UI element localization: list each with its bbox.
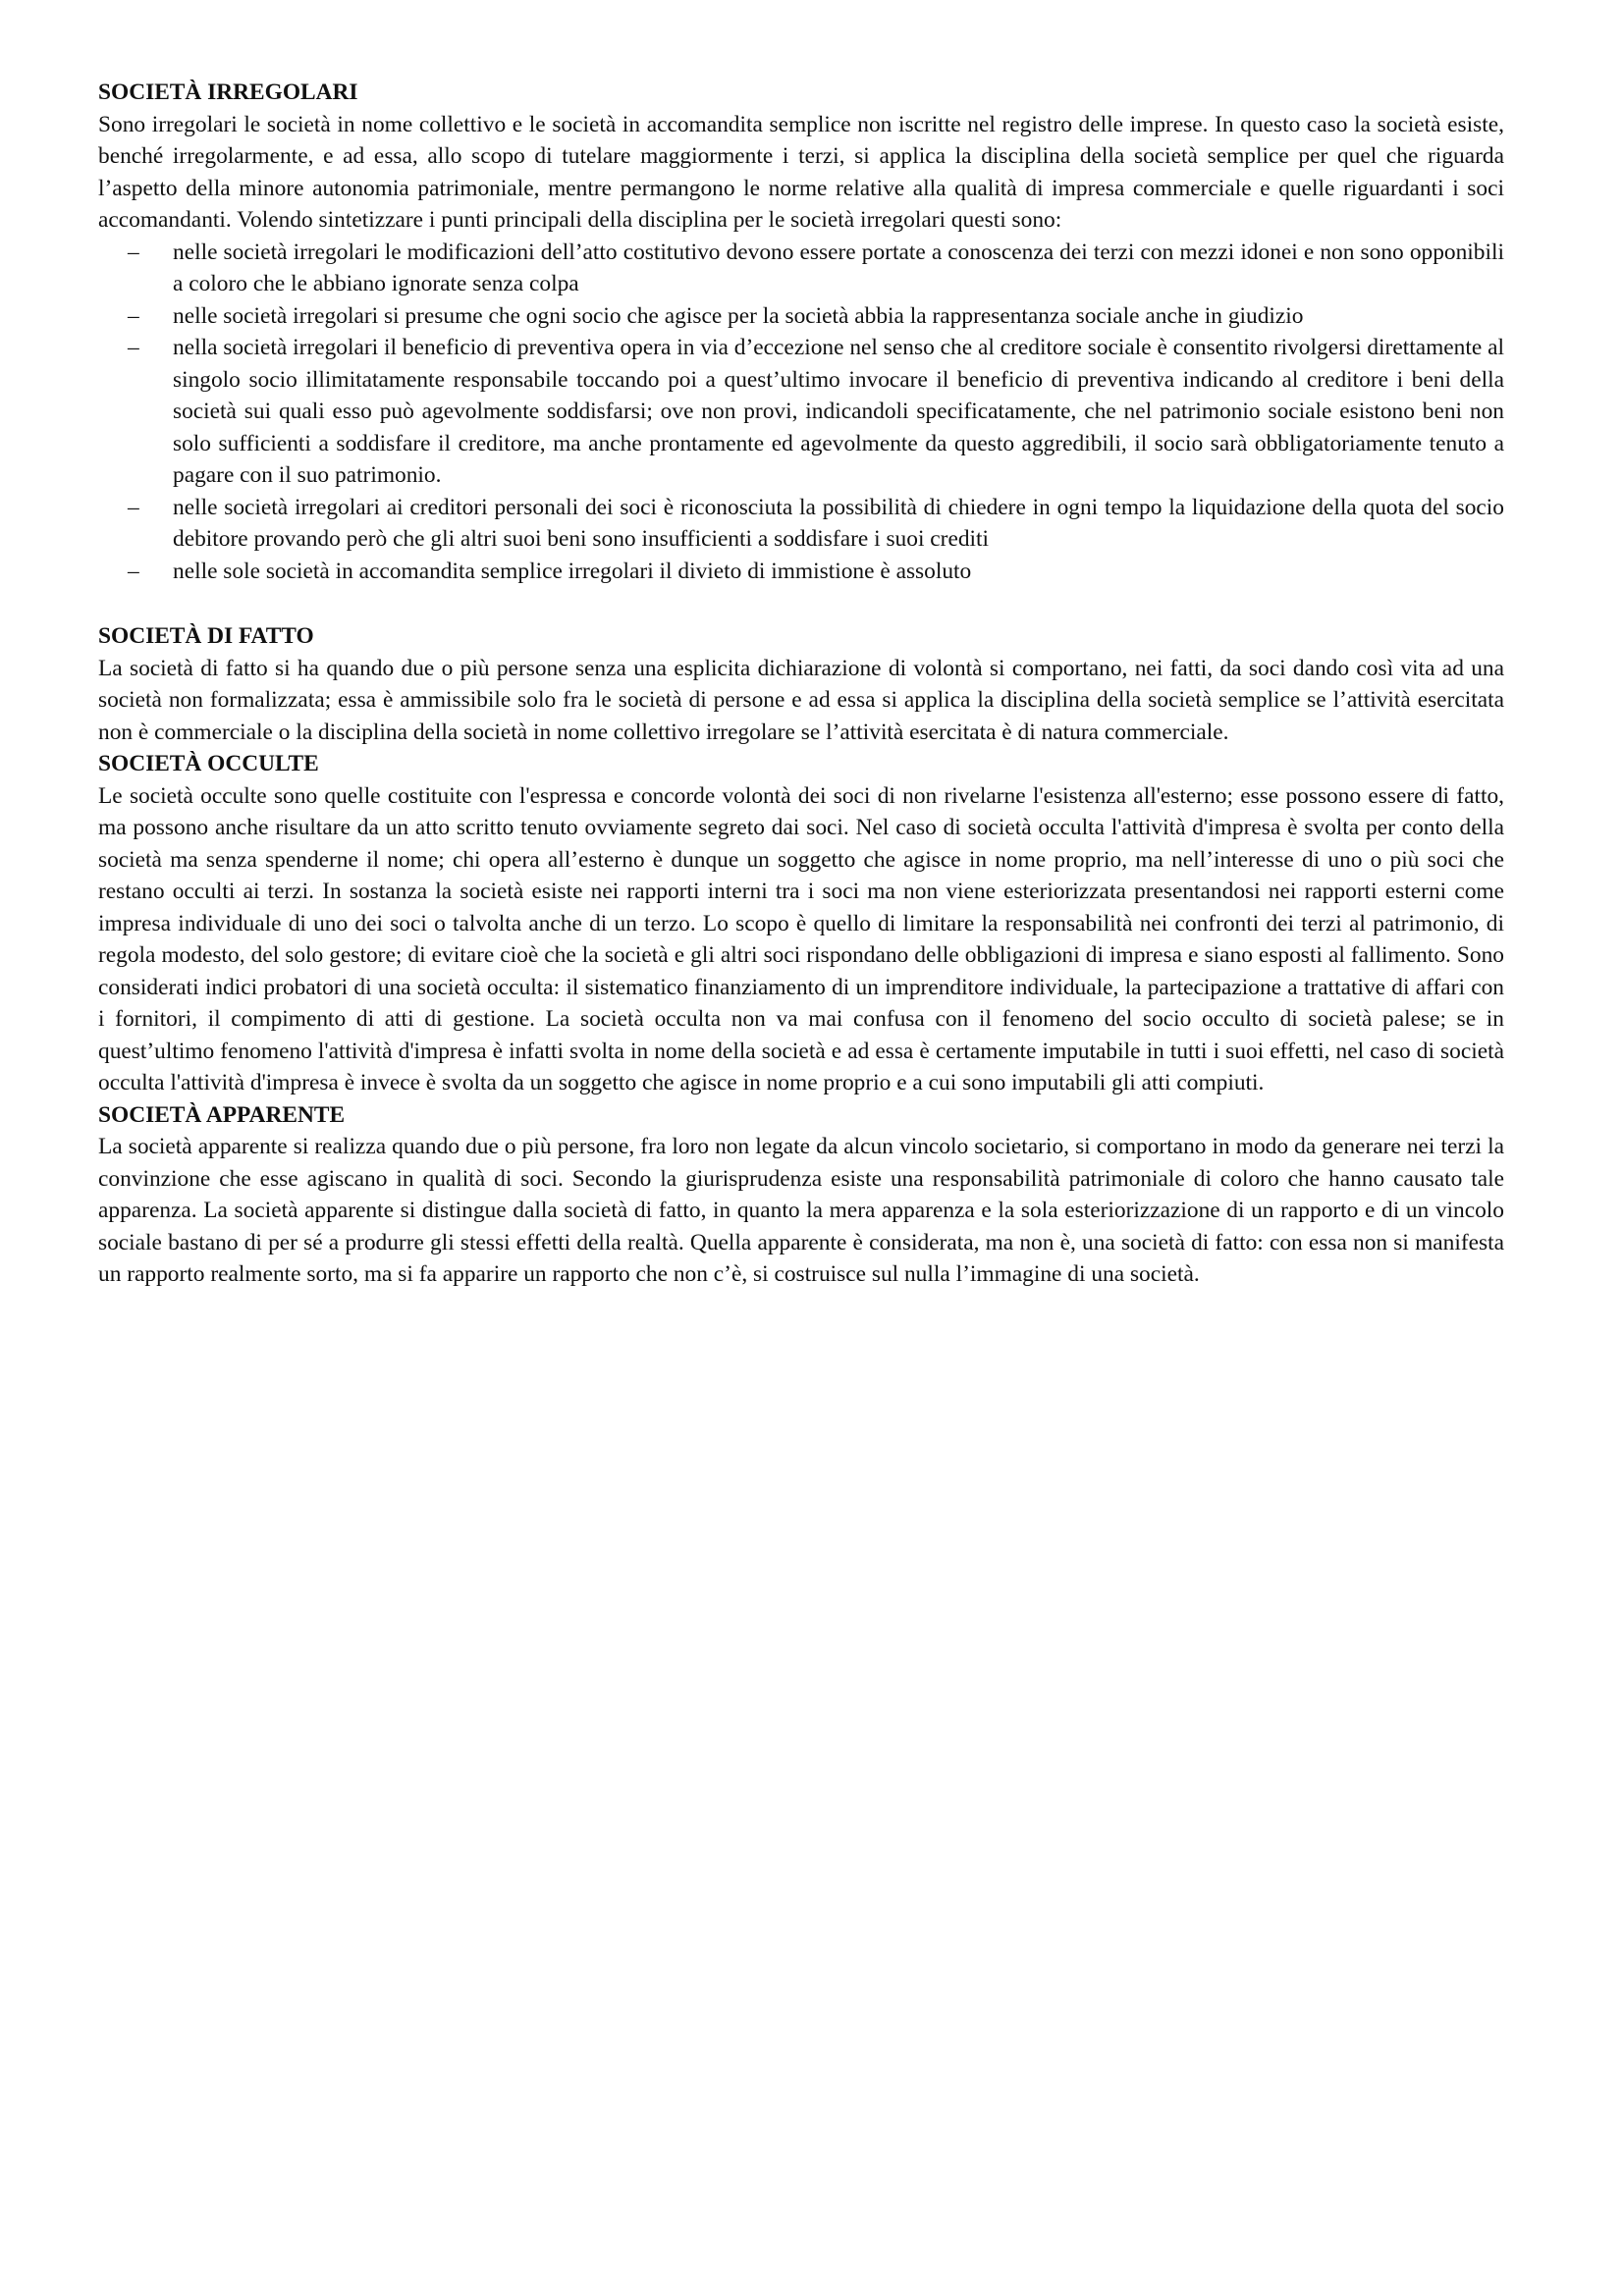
paragraph-di-fatto: La società di fatto si ha quando due o più persone senza una esplicita dichiarazione di volontà si comportano, nei fatti, da soci dando così vita ad una società non formalizzata; essa è ammissibile solo fra le società di persone e ad essa si applica la disciplina della società semplice se l’attività esercitata non è commerciale o la disciplina della società in nome collettivo irregolare se l’attività esercitata è di natura commerciale. (98, 655, 1504, 745)
document-page (98, 77, 1504, 1291)
list-item (98, 492, 1504, 556)
section-title-apparente: SOCIETÀ APPARENTE (98, 1101, 346, 1128)
bullet-marker: – (128, 239, 139, 265)
paragraph-occulte: Le società occulte sono quelle costituite con l'espressa e concorde volontà dei soci di non rivelarne l'esistenza all'esterno; esse possono essere di fatto, ma possono anche risultare da un atto scritto tenuto ovviamente segreto dai soci. Nel caso di società occulta l'attività d'impresa è svolta per conto della società ma senza spenderne il nome; chi opera all’esterno è dunque un soggetto che agisce in nome proprio, ma nell’interesse di uno o più soci che restano occulti ai terzi. In sostanza la società esiste nei rapporti interni tra i soci ma non viene esteriorizzata presentandosi nei rapporti esterni come impresa individuale di uno dei soci o talvolta anche di un terzo. Lo scopo è quello di limitare la responsabilità nei confronti dei terzi al patrimonio, di regola modesto, del solo gestore; di evitare cioè che la società e gli altri soci rispondano delle obbligazioni di impresa e siano esposti al fallimento. Sono considerati indici probatori di una società occulta: il sistematico finanziamento di un imprenditore individuale, la partecipazione a trattative di affari con i fornitori, il compimento di atti di gestione. La società occulta non va mai confusa con il fenomeno del socio occulto di società palese; se in quest’ultimo fenomeno l'attività d'impresa è infatti svolta in nome della società e ad essa è certamente imputabile in tutti i suoi effetti, nel caso di società occulta l'attività d'impresa è invece è svolta da un soggetto che agisce in nome proprio e a cui sono imputabili gli atti compiuti. (98, 782, 1504, 1095)
list-item (98, 237, 1504, 300)
paragraph-apparente: La società apparente si realizza quando due o più persone, fra loro non legate da alcun vincolo societario, si comportano in modo da generare nei terzi la convinzione che esse agiscano in qualità di soci. Secondo la giurisprudenza esiste una responsabilità patrimoniale di coloro che hanno causato tale apparenza. La società apparente si distingue dalla società di fatto, in quanto la mera apparenza e la sola esteriorizzazione di un rapporto e di un vincolo sociale bastano di per sé a produrre gli stessi effetti della realtà. Quella apparente è considerata, ma non è, una società di fatto: con essa non si manifesta un rapporto realmente sorto, ma si fa apparire un rapporto che non c’è, si costruisce sul nulla l’immagine di una società. (98, 1134, 1504, 1287)
section-title-irregolari: SOCIETÀ IRREGOLARI (98, 80, 358, 105)
bullet-marker: – (128, 494, 139, 520)
bullet-marker: – (128, 335, 139, 360)
paragraph-irregolari-intro: Sono irregolari le società in nome collettivo e le società in accomandita semplice non iscritte nel registro delle imprese. In questo caso la società esiste, benché irregolarmente, e ad essa, allo scopo di tutelare maggiormente i terzi, si applica la disciplina della società semplice per quel che riguarda l’aspetto della minore autonomia patrimoniale, mentre permangono le norme relative alla qualità di impresa commerciale e quelle riguardanti i soci accomandanti. Volendo sintetizzare i punti principali della disciplina per le società irregolari questi sono: (98, 111, 1504, 233)
bullet-list-irregolari (98, 237, 1504, 588)
section-title-occulte: SOCIETÀ OCCULTE (98, 751, 319, 776)
list-item-text: nelle sole società in accomandita semplice irregolari il divieto di immistione è assoluto (173, 558, 972, 584)
list-item-text: nella società irregolari il beneficio di preventiva opera in via d’eccezione nel senso che al creditore sociale è consentito rivolgersi direttamente al singolo socio illimitatamente responsabile toccando poi a quest’ultimo invocare il beneficio di preventiva indicando al creditore i beni della società sui quali esso può agevolmente soddisfarsi; ove non provi, indicandoli specificatamente, che nel patrimonio sociale esistono beni non solo sufficienti a soddisfare il creditore, ma anche prontamente ed agevolmente da questo aggredibili, il socio sarà obbligatoriamente tenuto a pagare con il suo patrimonio. (173, 335, 1504, 488)
list-item-text: nelle società irregolari le modificazioni dell’atto costitutivo devono essere portate a conoscenza dei terzi con mezzi idonei e non sono opponibili a coloro che le abbiano ignorate senza colpa (173, 239, 1504, 296)
list-item (98, 332, 1504, 492)
section-occulte (98, 748, 1504, 1099)
section-apparente (98, 1099, 1504, 1291)
bullet-marker: – (128, 302, 139, 329)
section-spacer (98, 587, 1504, 620)
list-item-text: nelle società irregolari ai creditori personali dei soci è riconosciuta la possibilità di chiedere in ogni tempo la liquidazione della quota del socio debitore provando però che gli altri suoi beni sono insufficienti a soddisfare i suoi crediti (173, 494, 1504, 552)
list-item (98, 300, 1504, 333)
list-item (98, 556, 1504, 588)
list-item-text: nelle società irregolari si presume che ogni socio che agisce per la società abbia la rappresentanza sociale anche in giudizio (173, 302, 1304, 329)
section-title-di-fatto: SOCIETÀ DI FATTO (98, 623, 314, 649)
section-irregolari (98, 77, 1504, 587)
section-di-fatto (98, 620, 1504, 748)
bullet-marker: – (128, 558, 139, 584)
